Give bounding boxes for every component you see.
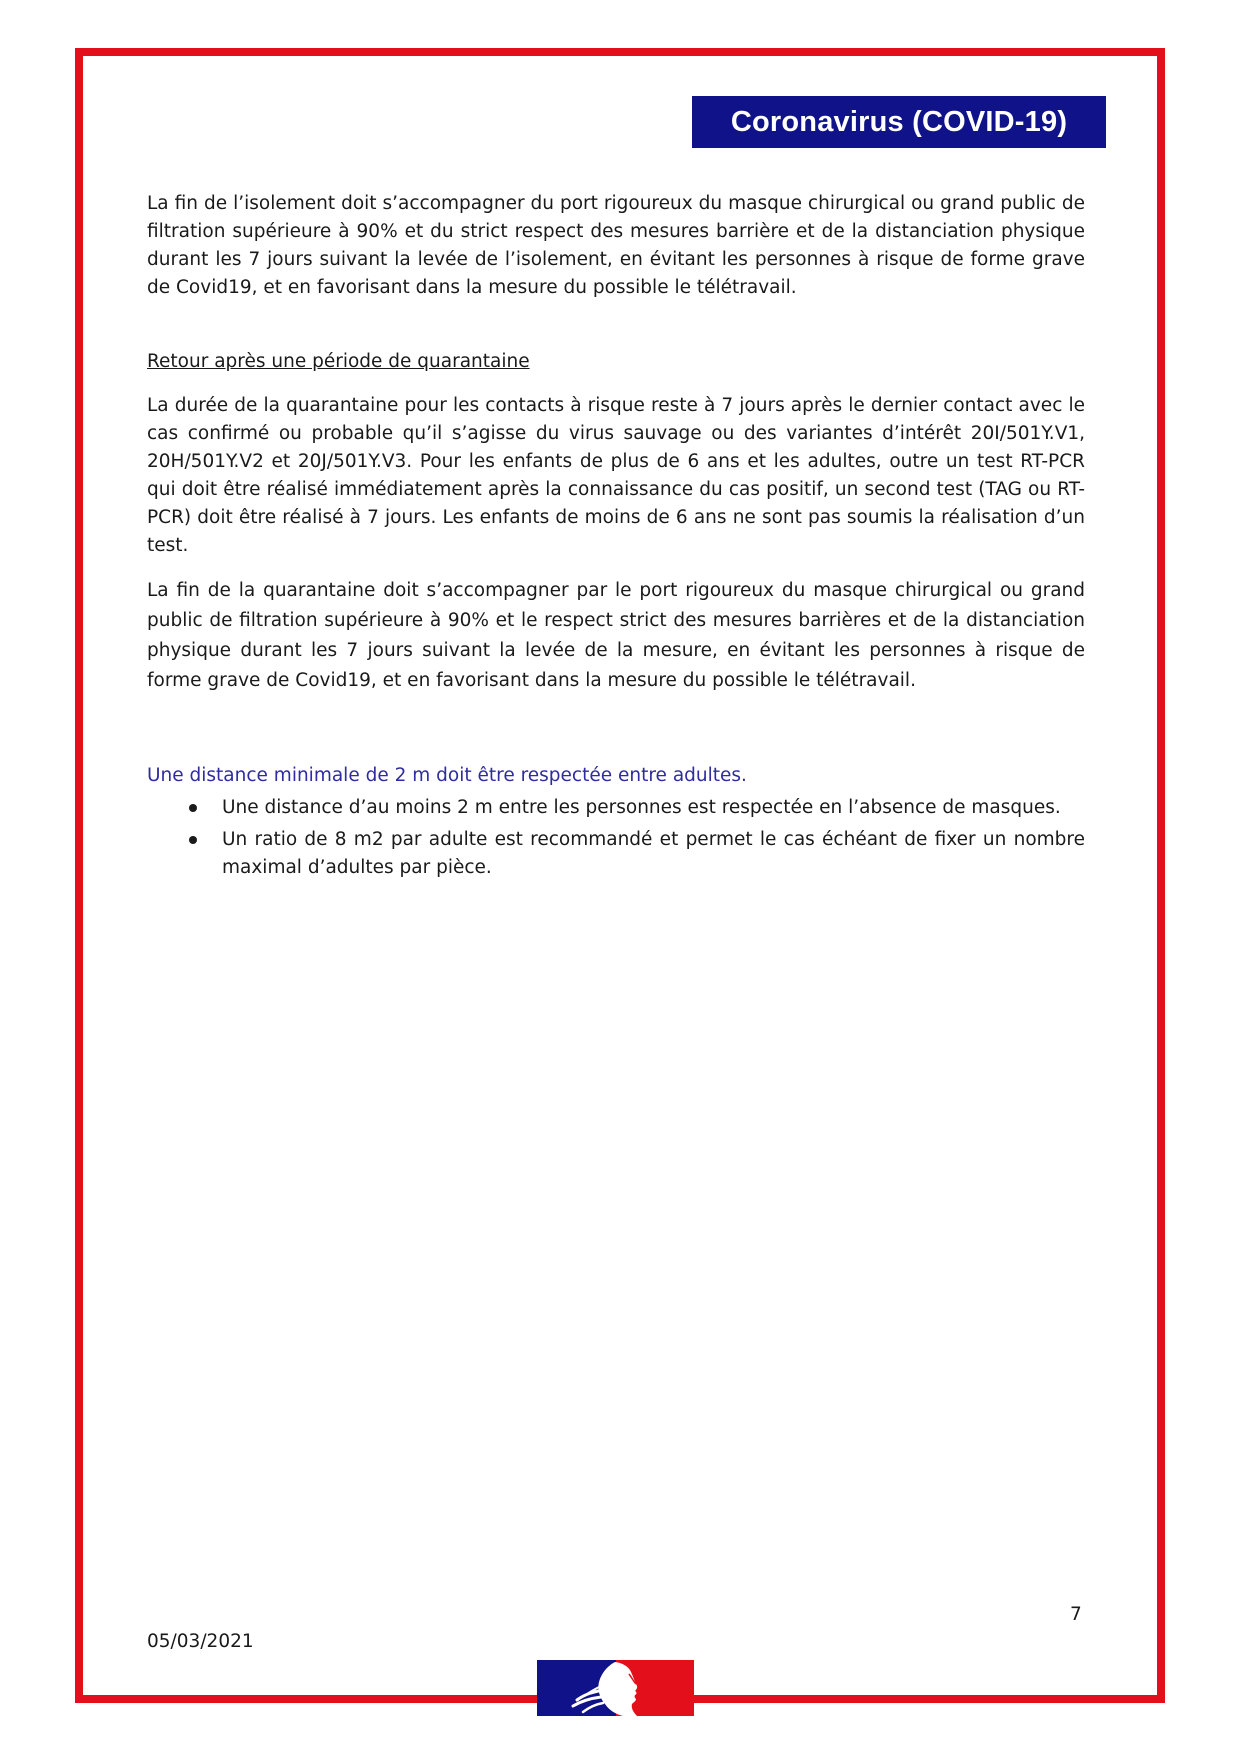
list-item-text: Une distance d’au moins 2 m entre les personnes est respectée en l’absence de masques. — [222, 797, 1061, 818]
paragraph-quarantine-duration: La durée de la quarantaine pour les contacts à risque reste à 7 jours après le dernier contact avec le cas confirmé ou probable qu’il s’agisse du virus sauvage ou des variantes d’intérêt 20I/501Y.V1, 20H/501Y.V2 et 20J/501Y.V3. Pour les enfants de plus de 6 ans et les adultes, outre un test RT-PCR qui doit être réalisé immédiatement après la connaissance du cas positif, un second test (TAG ou RT-PCR) doit être réalisé à 7 jours. Les enfants de moins de 6 ans ne sont pas soumis la réalisation d’un test. — [147, 395, 1085, 556]
marianne-logo-icon — [537, 1660, 694, 1716]
section-heading-quarantine: Retour après une période de quarantaine — [147, 351, 530, 372]
document-title: Coronavirus (COVID-19) — [692, 96, 1106, 148]
distance-bullet-list — [147, 794, 1085, 882]
bullet-icon — [189, 804, 197, 812]
distance-heading: Une distance minimale de 2 m doit être respectée entre adultes. — [147, 765, 747, 786]
page-number: 7 — [1070, 1604, 1082, 1625]
main-content — [147, 190, 1085, 886]
document-date: 05/03/2021 — [147, 1631, 254, 1652]
list-item — [147, 826, 1085, 882]
bullet-icon — [189, 836, 197, 844]
paragraph-quarantine-end: La fin de la quarantaine doit s’accompagner par le port rigoureux du masque chirurgical ou grand public de filtration supérieure à 90% et le respect strict des mesures barrières et de la distanciation physique durant les 7 jours suivant la levée de la mesure, en évitant les personnes à risque de forme grave de Covid19, et en favorisant dans la mesure du possible le télétravail. — [147, 580, 1085, 691]
paragraph-isolation-end: La fin de l’isolement doit s’accompagner du port rigoureux du masque chirurgical ou grand public de filtration supérieure à 90% et du strict respect des mesures barrière et de la distanciation physique durant les 7 jours suivant la levée de l’isolement, en évitant les personnes à risque de forme grave de Covid19, et en favorisant dans la mesure du possible le télétravail. — [147, 193, 1085, 298]
list-item-text: Un ratio de 8 m2 par adulte est recommandé et permet le cas échéant de fixer un nombre maximal d’adultes par pièce. — [222, 829, 1085, 878]
list-item — [147, 794, 1085, 822]
